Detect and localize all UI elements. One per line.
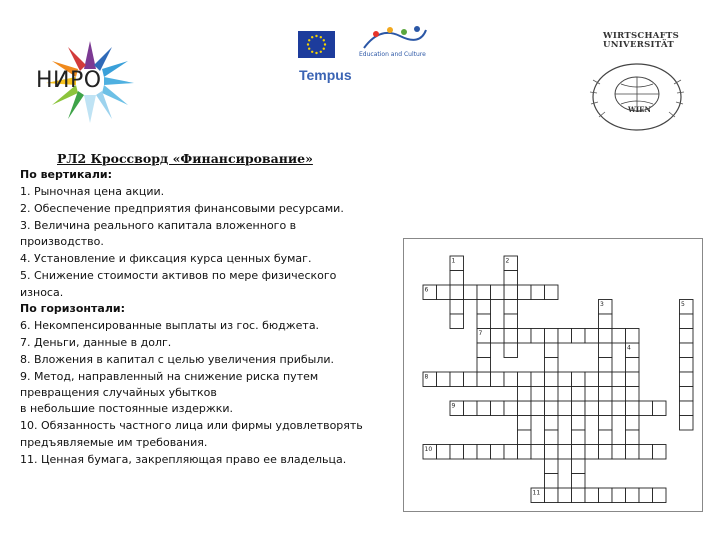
crossword-cell[interactable] <box>531 401 545 416</box>
crossword-cell[interactable] <box>464 401 478 416</box>
wu-name-line2: UNIVERSITÄT <box>603 40 675 50</box>
crossword-cell[interactable] <box>450 300 464 315</box>
clue-line: превращения случайных убытков <box>20 386 217 399</box>
crossword-cell[interactable] <box>599 445 613 460</box>
crossword-cell[interactable] <box>626 445 640 460</box>
crossword-cell[interactable] <box>504 329 518 344</box>
crossword-cell[interactable] <box>491 372 505 387</box>
crossword-cell[interactable] <box>585 445 599 460</box>
crossword-cell[interactable] <box>599 314 613 329</box>
crossword-cell[interactable] <box>545 474 559 489</box>
crossword-cell[interactable] <box>545 358 559 373</box>
horizontal-heading: По горизонтали: <box>20 302 125 315</box>
crossword-cell[interactable] <box>450 314 464 329</box>
crossword-cell[interactable] <box>585 372 599 387</box>
page-title: РЛ2 Кроссворд «Финансирование» <box>57 151 313 166</box>
crossword-cell[interactable] <box>680 401 694 416</box>
crossword-cell[interactable] <box>477 372 491 387</box>
crossword-cell[interactable] <box>504 445 518 460</box>
crossword-cell[interactable] <box>545 416 559 431</box>
clue-line: производство. <box>20 235 104 248</box>
crossword-cell[interactable] <box>680 416 694 431</box>
crossword-cell[interactable] <box>612 488 626 503</box>
education-culture-logo-icon <box>360 24 430 52</box>
crossword-cell[interactable] <box>639 445 653 460</box>
crossword-cell[interactable] <box>464 372 478 387</box>
crossword-cell[interactable] <box>558 372 572 387</box>
crossword-cell[interactable] <box>545 285 559 300</box>
crossword-cell[interactable] <box>626 358 640 373</box>
crossword-cell[interactable] <box>545 372 559 387</box>
crossword-cell[interactable] <box>599 401 613 416</box>
crossword-grid <box>403 238 703 512</box>
crossword-cell[interactable] <box>626 430 640 445</box>
crossword-cell[interactable] <box>572 445 586 460</box>
crossword-cell[interactable] <box>639 401 653 416</box>
niro-label: НИРО <box>36 68 102 93</box>
crossword-cell[interactable] <box>545 445 559 460</box>
crossword-number-6: 6 <box>424 286 429 294</box>
crossword-cell[interactable] <box>572 372 586 387</box>
crossword-cell[interactable] <box>464 285 478 300</box>
crossword-cell[interactable] <box>531 445 545 460</box>
crossword-cell[interactable] <box>491 445 505 460</box>
crossword-cell[interactable] <box>437 372 451 387</box>
crossword-cell[interactable] <box>680 358 694 373</box>
crossword-cell[interactable] <box>450 372 464 387</box>
clue-line: 2. Обеспечение предприятия финансовыми ресурсами. <box>20 202 344 215</box>
crossword-cell[interactable] <box>653 488 667 503</box>
crossword-cell[interactable] <box>491 401 505 416</box>
clue-line: предъявляемые им требования. <box>20 436 208 449</box>
crossword-cell[interactable] <box>639 488 653 503</box>
crossword-cell[interactable] <box>531 285 545 300</box>
crossword-cell[interactable] <box>558 445 572 460</box>
crossword-cell[interactable] <box>572 416 586 431</box>
crossword-cell[interactable] <box>504 343 518 358</box>
crossword-cell[interactable] <box>545 430 559 445</box>
crossword-cell[interactable] <box>680 387 694 402</box>
crossword-cell[interactable] <box>572 459 586 474</box>
crossword-cell[interactable] <box>626 387 640 402</box>
crossword-cell[interactable] <box>518 430 532 445</box>
crossword-cell[interactable] <box>572 387 586 402</box>
crossword-cell[interactable] <box>477 343 491 358</box>
wu-city-label: WIEN <box>628 105 651 114</box>
crossword-cell[interactable] <box>626 488 640 503</box>
crossword-cell[interactable] <box>545 488 559 503</box>
crossword-cell[interactable] <box>545 459 559 474</box>
crossword-cell[interactable] <box>558 401 572 416</box>
clue-line: 3. Величина реального капитала вложенного в <box>20 219 297 232</box>
crossword-cell[interactable] <box>504 314 518 329</box>
crossword-cell[interactable] <box>680 329 694 344</box>
clue-line: 9. Метод, направленный на снижение риска путем <box>20 370 319 383</box>
crossword-cell[interactable] <box>572 488 586 503</box>
crossword-cell[interactable] <box>626 372 640 387</box>
crossword-cell[interactable] <box>653 401 667 416</box>
crossword-cell[interactable] <box>531 329 545 344</box>
crossword-cell[interactable] <box>653 445 667 460</box>
tempus-label: Tempus <box>299 67 352 83</box>
crossword-cell[interactable] <box>450 271 464 286</box>
crossword-number-8: 8 <box>424 373 429 381</box>
crossword-cell[interactable] <box>558 488 572 503</box>
crossword-cell[interactable] <box>612 372 626 387</box>
crossword-cell[interactable] <box>585 401 599 416</box>
crossword-cell[interactable] <box>585 488 599 503</box>
crossword-cell[interactable] <box>572 474 586 489</box>
crossword-number-11: 11 <box>532 489 541 497</box>
crossword-cell[interactable] <box>504 372 518 387</box>
crossword-cell[interactable] <box>518 285 532 300</box>
crossword-number-4: 4 <box>627 344 631 352</box>
crossword-cell[interactable] <box>572 329 586 344</box>
crossword-cell[interactable] <box>599 372 613 387</box>
crossword-cell[interactable] <box>504 401 518 416</box>
crossword-cell[interactable] <box>572 401 586 416</box>
crossword-cell[interactable] <box>477 445 491 460</box>
crossword-cell[interactable] <box>599 430 613 445</box>
crossword-cell[interactable] <box>464 445 478 460</box>
clue-line: 1. Рыночная цена акции. <box>20 185 165 198</box>
clue-line: 11. Ценная бумага, закрепляющая право ее владельца. <box>20 453 347 466</box>
crossword-cell[interactable] <box>545 387 559 402</box>
clue-line: 6. Некомпенсированные выплаты из гос. бюджета. <box>20 319 320 332</box>
wu-name-line1: WIRTSCHAFTS <box>603 31 680 41</box>
crossword-cell[interactable] <box>680 343 694 358</box>
vertical-heading: По вертикали: <box>20 168 113 181</box>
crossword-cell[interactable] <box>612 329 626 344</box>
crossword-cell[interactable] <box>572 430 586 445</box>
clue-line: 5. Снижение стоимости активов по мере физического <box>20 269 337 282</box>
crossword-cell[interactable] <box>437 445 451 460</box>
crossword-cell[interactable] <box>450 285 464 300</box>
crossword-cell[interactable] <box>680 314 694 329</box>
crossword-cell[interactable] <box>599 329 613 344</box>
crossword-cell[interactable] <box>477 285 491 300</box>
crossword-cell[interactable] <box>518 329 532 344</box>
crossword-cell[interactable] <box>680 372 694 387</box>
crossword-number-2: 2 <box>505 257 510 265</box>
crossword-cell[interactable] <box>518 416 532 431</box>
eu-flag-icon <box>298 31 335 58</box>
education-culture-caption: Education and Culture <box>359 51 426 58</box>
crossword-cell[interactable] <box>545 401 559 416</box>
crossword-number-10: 10 <box>424 446 433 453</box>
crossword-cell[interactable] <box>599 358 613 373</box>
crossword-cell[interactable] <box>626 401 640 416</box>
crossword-number-9: 9 <box>451 402 456 410</box>
crossword-cell[interactable] <box>545 343 559 358</box>
crossword-cell[interactable] <box>450 445 464 460</box>
crossword-cell[interactable] <box>477 358 491 373</box>
crossword-cell[interactable] <box>518 387 532 402</box>
crossword-cell[interactable] <box>612 401 626 416</box>
crossword-cell[interactable] <box>491 329 505 344</box>
crossword-cell[interactable] <box>599 343 613 358</box>
crossword-cell[interactable] <box>626 329 640 344</box>
crossword-cell[interactable] <box>477 314 491 329</box>
crossword-cell[interactable] <box>558 329 572 344</box>
crossword-cell[interactable] <box>612 445 626 460</box>
clue-line: износа. <box>20 286 64 299</box>
crossword-cell[interactable] <box>504 300 518 315</box>
crossword-cell[interactable] <box>504 285 518 300</box>
crossword-cell[interactable] <box>545 329 559 344</box>
crossword-number-7: 7 <box>478 330 483 337</box>
crossword-cell[interactable] <box>518 401 532 416</box>
clue-line: 10. Обязанность частного лица или фирмы удовлетворять <box>20 419 363 432</box>
crossword-cell[interactable] <box>477 300 491 315</box>
crossword-cell[interactable] <box>599 416 613 431</box>
crossword-cell[interactable] <box>599 387 613 402</box>
clue-line: 7. Деньги, данные в долг. <box>20 336 172 349</box>
crossword-number-5: 5 <box>681 301 685 308</box>
crossword-number-3: 3 <box>600 301 604 308</box>
crossword-cell[interactable] <box>518 372 532 387</box>
clue-line: 4. Установление и фиксация курса ценных бумаг. <box>20 252 312 265</box>
clue-line: в небольшие постоянные издержки. <box>20 402 234 415</box>
crossword-cell[interactable] <box>491 285 505 300</box>
crossword-cell[interactable] <box>437 285 451 300</box>
clue-line: 8. Вложения в капитал с целью увеличения прибыли. <box>20 353 335 366</box>
crossword-number-1: 1 <box>451 257 456 265</box>
crossword-cell[interactable] <box>504 271 518 286</box>
crossword-cell[interactable] <box>477 401 491 416</box>
crossword-cell[interactable] <box>585 329 599 344</box>
crossword-cell[interactable] <box>599 488 613 503</box>
crossword-cell[interactable] <box>531 372 545 387</box>
crossword-cell[interactable] <box>626 416 640 431</box>
crossword-cell[interactable] <box>518 445 532 460</box>
